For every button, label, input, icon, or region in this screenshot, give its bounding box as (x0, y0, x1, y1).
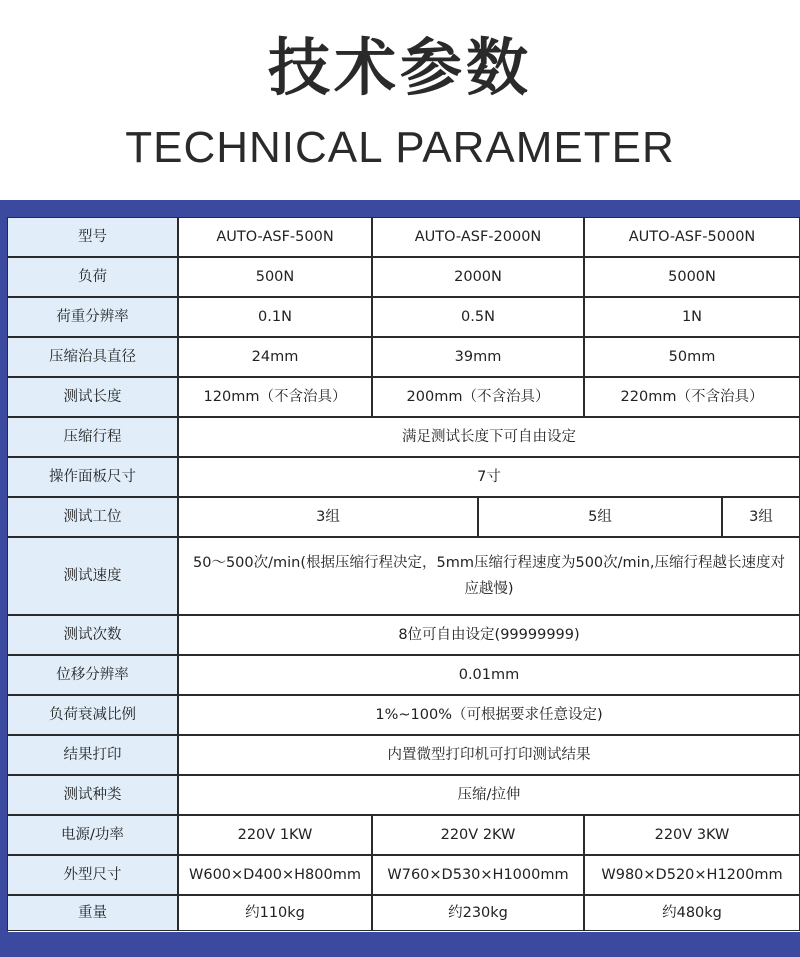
row-label: 测试次数 (7, 615, 178, 655)
row-label: 测试长度 (7, 377, 178, 417)
table-cell: 220V 3KW (584, 815, 800, 855)
table-cell: AUTO-ASF-500N (178, 217, 372, 257)
table-cell: 500N (178, 257, 372, 297)
table-row (8, 656, 800, 696)
row-label: 操作面板尺寸 (7, 457, 178, 497)
table-cell: 满足测试长度下可自由设定 (178, 417, 800, 457)
table-cell: AUTO-ASF-5000N (584, 217, 800, 257)
table-cell: 50mm (584, 337, 800, 377)
table-cell: 压缩/拉伸 (178, 775, 800, 815)
table-cell: 0.5N (372, 297, 584, 337)
table-row (8, 816, 800, 856)
table-cell: AUTO-ASF-2000N (372, 217, 584, 257)
table-row (8, 856, 800, 896)
table-row (8, 338, 800, 378)
page-title: 技术参数 (267, 31, 532, 104)
page-subtitle: TECHNICAL PARAMETER (125, 123, 675, 172)
row-label: 测试种类 (7, 775, 178, 815)
row-label: 型号 (7, 217, 178, 257)
table-row (8, 776, 800, 816)
row-label: 测试速度 (7, 537, 178, 615)
table-cell: 3组 (178, 497, 478, 537)
table-row (8, 458, 800, 498)
row-label: 压缩行程 (7, 417, 178, 457)
table-cell: 约480kg (584, 895, 800, 931)
row-label: 电源/功率 (7, 815, 178, 855)
table-row (8, 258, 800, 298)
row-label: 重量 (7, 895, 178, 931)
row-label: 压缩治具直径 (7, 337, 178, 377)
table-cell: 5组 (478, 497, 722, 537)
table-row (8, 498, 800, 538)
table-cell: 220V 1KW (178, 815, 372, 855)
table-cell: 0.1N (178, 297, 372, 337)
row-label: 负荷衰减比例 (7, 695, 178, 735)
table-row (8, 298, 800, 338)
row-label: 结果打印 (7, 735, 178, 775)
parameter-table (8, 218, 800, 932)
table-cell: 39mm (372, 337, 584, 377)
table-cell: 24mm (178, 337, 372, 377)
table-row (8, 538, 800, 616)
table-cell: 220V 2KW (372, 815, 584, 855)
table-row (8, 736, 800, 776)
table-cell: 1%~100%（可根据要求任意设定) (178, 695, 800, 735)
table-cell: 0.01mm (178, 655, 800, 695)
table-cell: 约230kg (372, 895, 584, 931)
table-cell: 200mm（不含治具） (372, 377, 584, 417)
table-row (8, 616, 800, 656)
row-label: 荷重分辨率 (7, 297, 178, 337)
table-cell: W600×D400×H800mm (178, 855, 372, 895)
row-label: 测试工位 (7, 497, 178, 537)
table-cell: 5000N (584, 257, 800, 297)
table-cell: 约110kg (178, 895, 372, 931)
table-cell: 内置微型打印机可打印测试结果 (178, 735, 800, 775)
table-row (8, 896, 800, 932)
table-cell: 2000N (372, 257, 584, 297)
row-label: 位移分辨率 (7, 655, 178, 695)
table-row (8, 218, 800, 258)
table-cell: 3组 (722, 497, 800, 537)
table-cell: 8位可自由设定(99999999) (178, 615, 800, 655)
table-cell: 1N (584, 297, 800, 337)
row-label: 外型尺寸 (7, 855, 178, 895)
table-cell: 50～500次/min(根据压缩行程决定，5mm压缩行程速度为500次/min,压缩行程越长速度对应越慢) (178, 537, 800, 615)
table-row (8, 378, 800, 418)
table-cell: 120mm（不含治具） (178, 377, 372, 417)
row-label: 负荷 (7, 257, 178, 297)
table-row (8, 696, 800, 736)
table-cell: 7寸 (178, 457, 800, 497)
table-cell: W760×D530×H1000mm (372, 855, 584, 895)
table-cell: 220mm（不含治具） (584, 377, 800, 417)
table-row (8, 418, 800, 458)
table-cell: W980×D520×H1200mm (584, 855, 800, 895)
